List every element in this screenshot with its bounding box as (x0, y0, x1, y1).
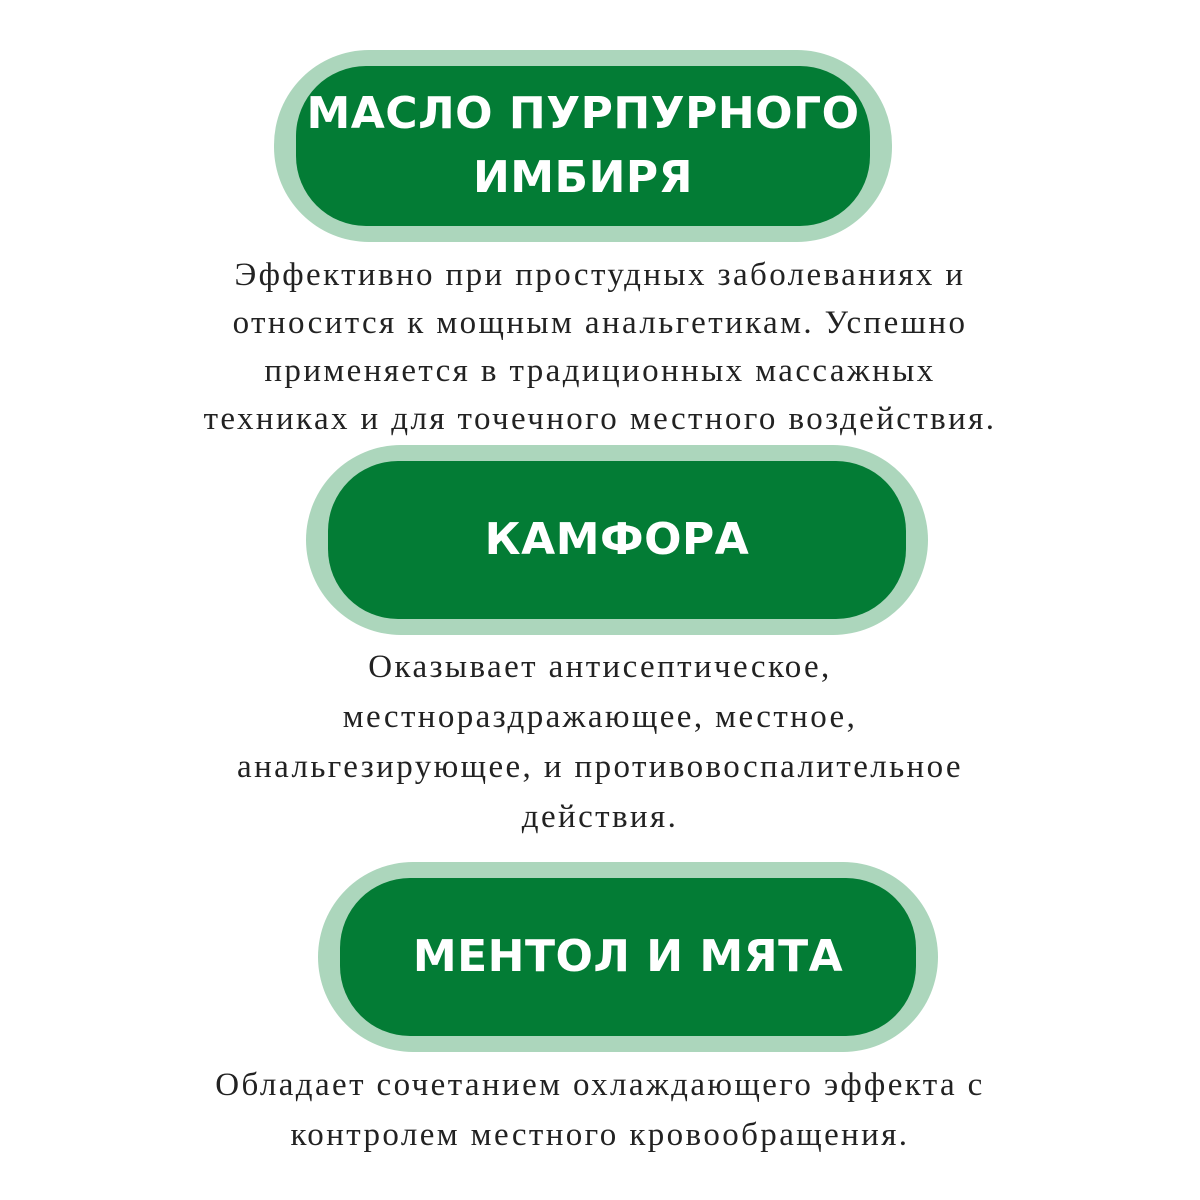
section-1-description-line: применяется в традиционных массажных (264, 353, 936, 389)
section-2-title (485, 508, 750, 572)
section-3-title (413, 925, 843, 989)
section-1-title-line: МАСЛО ПУРПУРНОГО (306, 88, 860, 139)
section-1-description-line: техниках и для точечного местного воздействия. (203, 401, 997, 437)
section-3-description-line: контролем местного кровообращения. (290, 1117, 910, 1153)
section-1-description-line: Эффективно при простудных заболеваниях и (234, 257, 966, 293)
section-2-description-line: анальгезирующее, и противовоспалительное (237, 749, 963, 785)
section-2-title-line: КАМФОРА (484, 514, 750, 565)
section-1-description (0, 251, 1200, 443)
section-1-title-badge (274, 50, 892, 242)
section-2-title-badge-inner (328, 461, 906, 619)
section-3-description (0, 1060, 1200, 1160)
section-2-description-line: Оказывает антисептическое, (368, 649, 832, 685)
section-2-description-line: местнораздражающее, местное, (342, 699, 858, 735)
section-1-description-line: относится к мощным анальгетикам. Успешно (232, 305, 968, 341)
section-1-title-badge-inner (296, 66, 870, 226)
section-3-title-badge (318, 862, 938, 1052)
section-3-title-line: МЕНТОЛ И МЯТА (412, 931, 844, 982)
section-1-title-line: ИМБИРЯ (472, 152, 694, 203)
section-3-title-badge-inner (340, 878, 916, 1036)
section-1-title (306, 82, 859, 210)
section-2-title-badge (306, 445, 928, 635)
section-3-description-line: Обладает сочетанием охлаждающего эффекта с (215, 1067, 985, 1103)
section-2-description (0, 642, 1200, 842)
section-2-description-line: действия. (521, 799, 679, 835)
